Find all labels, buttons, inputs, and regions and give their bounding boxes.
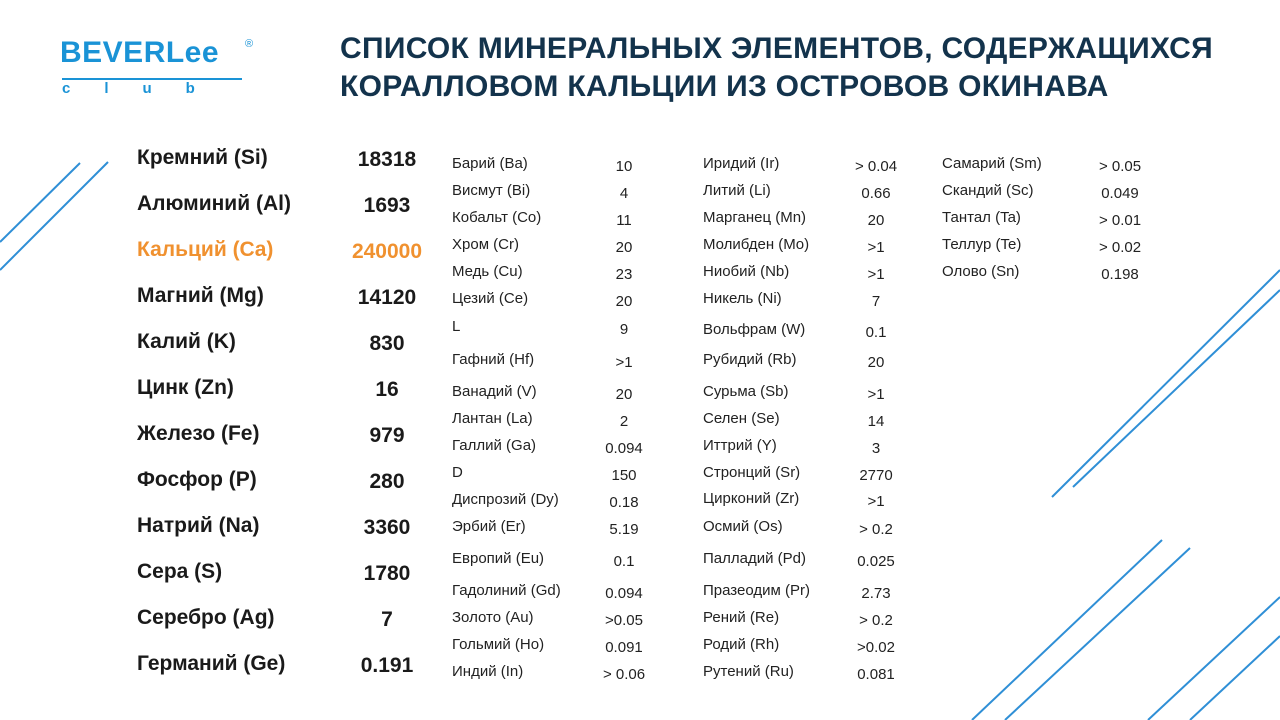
element-name: Алюминий (Al) [137, 192, 291, 215]
major-element-row [137, 284, 437, 330]
trace-element-name: Самарий (Sm) [942, 155, 1042, 172]
element-name: Кальций (Ca) [137, 238, 274, 261]
major-element-row [137, 376, 437, 422]
trace-element-value: > 0.2 [859, 612, 893, 629]
trace-element-value: 0.081 [857, 666, 895, 683]
trace-element-name: L [452, 318, 461, 335]
element-value: 18318 [357, 148, 417, 171]
trace-element-name: Золото (Au) [452, 609, 534, 626]
trace-element-name: Олово (Sn) [942, 263, 1020, 280]
major-element-row [137, 146, 437, 192]
major-elements-list [137, 146, 437, 698]
trace-element-name: Цирконий (Zr) [703, 490, 800, 507]
trace-element-value: >1 [867, 239, 885, 256]
trace-element-name: Никель (Ni) [703, 290, 782, 307]
trace-element-value: 0.025 [857, 553, 895, 570]
trace-element-value: 4 [619, 185, 629, 202]
trace-element-name: Сурьма (Sb) [703, 383, 789, 400]
trace-element-value: 150 [611, 467, 637, 484]
element-value: 1780 [363, 562, 411, 585]
logo-wordmark: BEVERLee [60, 36, 220, 69]
element-value: 240000 [351, 240, 423, 263]
element-value: 7 [381, 608, 393, 631]
element-value: 979 [369, 424, 405, 447]
trace-element-name: Рубидий (Rb) [703, 351, 797, 368]
major-element-row [137, 560, 437, 606]
trace-element-value: 0.1 [865, 324, 887, 341]
trace-element-name: Палладий (Pd) [703, 550, 806, 567]
element-name: Кремний (Si) [137, 146, 268, 169]
trace-element-value: > 0.02 [1098, 239, 1142, 256]
logo-registered-mark: ® [245, 38, 254, 50]
trace-element-name: Тантал (Ta) [942, 209, 1021, 226]
major-element-row [137, 468, 437, 514]
element-value: 14120 [357, 286, 417, 309]
trace-element-value: 0.66 [861, 185, 891, 202]
element-name: Цинк (Zn) [137, 376, 234, 399]
trace-element-name: Ниобий (Nb) [703, 263, 790, 280]
trace-element-value: >1 [867, 493, 885, 510]
element-name: Германий (Ge) [137, 652, 286, 675]
trace-element-value: > 0.06 [602, 666, 646, 683]
trace-element-name: Вольфрам (W) [703, 321, 806, 338]
trace-element-name: Европий (Eu) [452, 550, 545, 567]
trace-element-name: Хром (Cr) [452, 236, 519, 253]
trace-element-value: 9 [619, 321, 629, 338]
trace-element-name: Кобальт (Co) [452, 209, 542, 226]
brand-logo [60, 36, 260, 100]
trace-element-name: Литий (Li) [703, 182, 771, 199]
trace-element-name: Индий (In) [452, 663, 524, 680]
trace-element-name: Эрбий (Er) [452, 518, 526, 535]
trace-element-value: 2.73 [861, 585, 891, 602]
trace-element-name: Рутений (Ru) [703, 663, 794, 680]
element-value: 0.191 [360, 654, 414, 677]
element-value: 830 [369, 332, 405, 355]
trace-element-value: 3 [871, 440, 881, 457]
trace-element-name: Диспрозий (Dy) [452, 491, 559, 508]
trace-element-name: Марганец (Mn) [703, 209, 807, 226]
trace-element-value: 10 [615, 158, 633, 175]
trace-element-value: > 0.01 [1098, 212, 1142, 229]
trace-element-value: 0.198 [1101, 266, 1139, 283]
major-element-row [137, 606, 437, 652]
trace-element-name: Лантан (La) [452, 410, 533, 427]
trace-element-value: 14 [867, 413, 885, 430]
title-line-1: СПИСОК МИНЕРАЛЬНЫХ ЭЛЕМЕНТОВ, СОДЕРЖАЩИХСЯ [340, 32, 1213, 65]
trace-element-name: Родий (Rh) [703, 636, 780, 653]
major-element-row [137, 422, 437, 468]
trace-element-name: Цезий (Ce) [452, 290, 529, 307]
trace-element-name: D [452, 464, 463, 481]
element-value: 3360 [363, 516, 411, 539]
trace-element-value: >0.05 [605, 612, 643, 629]
trace-element-value: >1 [867, 266, 885, 283]
trace-element-name: Ванадий (V) [452, 383, 537, 400]
trace-element-name: Гольмий (Ho) [452, 636, 545, 653]
trace-element-name: Стронций (Sr) [703, 464, 801, 481]
trace-element-name: Молибден (Mo) [703, 236, 810, 253]
trace-element-value: 20 [615, 239, 633, 256]
major-element-row [137, 652, 437, 698]
trace-element-value: 20 [867, 354, 885, 371]
title-line-2: КОРАЛЛОВОМ КАЛЬЦИИ ИЗ ОСТРОВОВ ОКИНАВА [340, 70, 1109, 103]
element-name: Калий (K) [137, 330, 236, 353]
element-name: Фосфор (P) [137, 468, 257, 491]
trace-element-value: > 0.2 [859, 521, 893, 538]
page-title [340, 30, 1260, 106]
trace-element-name: Теллур (Te) [942, 236, 1022, 253]
trace-element-value: >1 [867, 386, 885, 403]
trace-element-value: 11 [616, 212, 632, 229]
trace-element-name: Празеодим (Pr) [703, 582, 810, 599]
trace-element-name: Селен (Se) [703, 410, 780, 427]
trace-element-name: Скандий (Sc) [942, 182, 1034, 199]
trace-element-value: 0.091 [605, 639, 643, 656]
element-name: Железо (Fe) [137, 422, 260, 445]
element-value: 280 [369, 470, 405, 493]
element-name: Серебро (Ag) [137, 606, 275, 629]
trace-element-name: Иттрий (Y) [703, 437, 777, 454]
element-value: 1693 [363, 194, 411, 217]
trace-element-name: Гадолиний (Gd) [452, 582, 561, 599]
major-element-row [137, 192, 437, 238]
trace-element-value: 7 [871, 293, 881, 310]
trace-element-value: 2770 [859, 467, 893, 484]
element-name: Сера (S) [137, 560, 223, 583]
element-name: Магний (Mg) [137, 284, 264, 307]
trace-element-name: Осмий (Os) [703, 518, 783, 535]
trace-element-value: 20 [867, 212, 885, 229]
trace-element-value: 0.094 [605, 585, 643, 602]
trace-element-value: 23 [615, 266, 633, 283]
trace-element-value: >0.02 [857, 639, 895, 656]
trace-element-value: 2 [619, 413, 629, 430]
major-element-row-highlighted [137, 238, 437, 284]
trace-element-value: 0.049 [1101, 185, 1139, 202]
trace-element-value: 0.18 [609, 494, 639, 511]
major-element-row [137, 514, 437, 560]
trace-element-value: 20 [615, 386, 633, 403]
trace-element-value: > 0.05 [1098, 158, 1142, 175]
trace-element-value: >1 [615, 354, 633, 371]
trace-element-value: 5.19 [609, 521, 639, 538]
trace-element-name: Гафний (Hf) [452, 351, 535, 368]
trace-element-name: Висмут (Bi) [452, 182, 531, 199]
trace-element-name: Галлий (Ga) [452, 437, 537, 454]
trace-element-value: > 0.04 [854, 158, 898, 175]
element-value: 16 [375, 378, 399, 401]
major-element-row [137, 330, 437, 376]
trace-element-name: Медь (Cu) [452, 263, 523, 280]
trace-element-name: Рений (Re) [703, 609, 780, 626]
trace-element-value: 0.1 [613, 553, 635, 570]
trace-element-name: Иридий (Ir) [703, 155, 780, 172]
trace-element-value: 20 [615, 293, 633, 310]
logo-subtitle: club [62, 78, 242, 98]
trace-element-value: 0.094 [605, 440, 643, 457]
trace-element-name: Барий (Ba) [452, 155, 528, 172]
element-name: Натрий (Na) [137, 514, 260, 537]
